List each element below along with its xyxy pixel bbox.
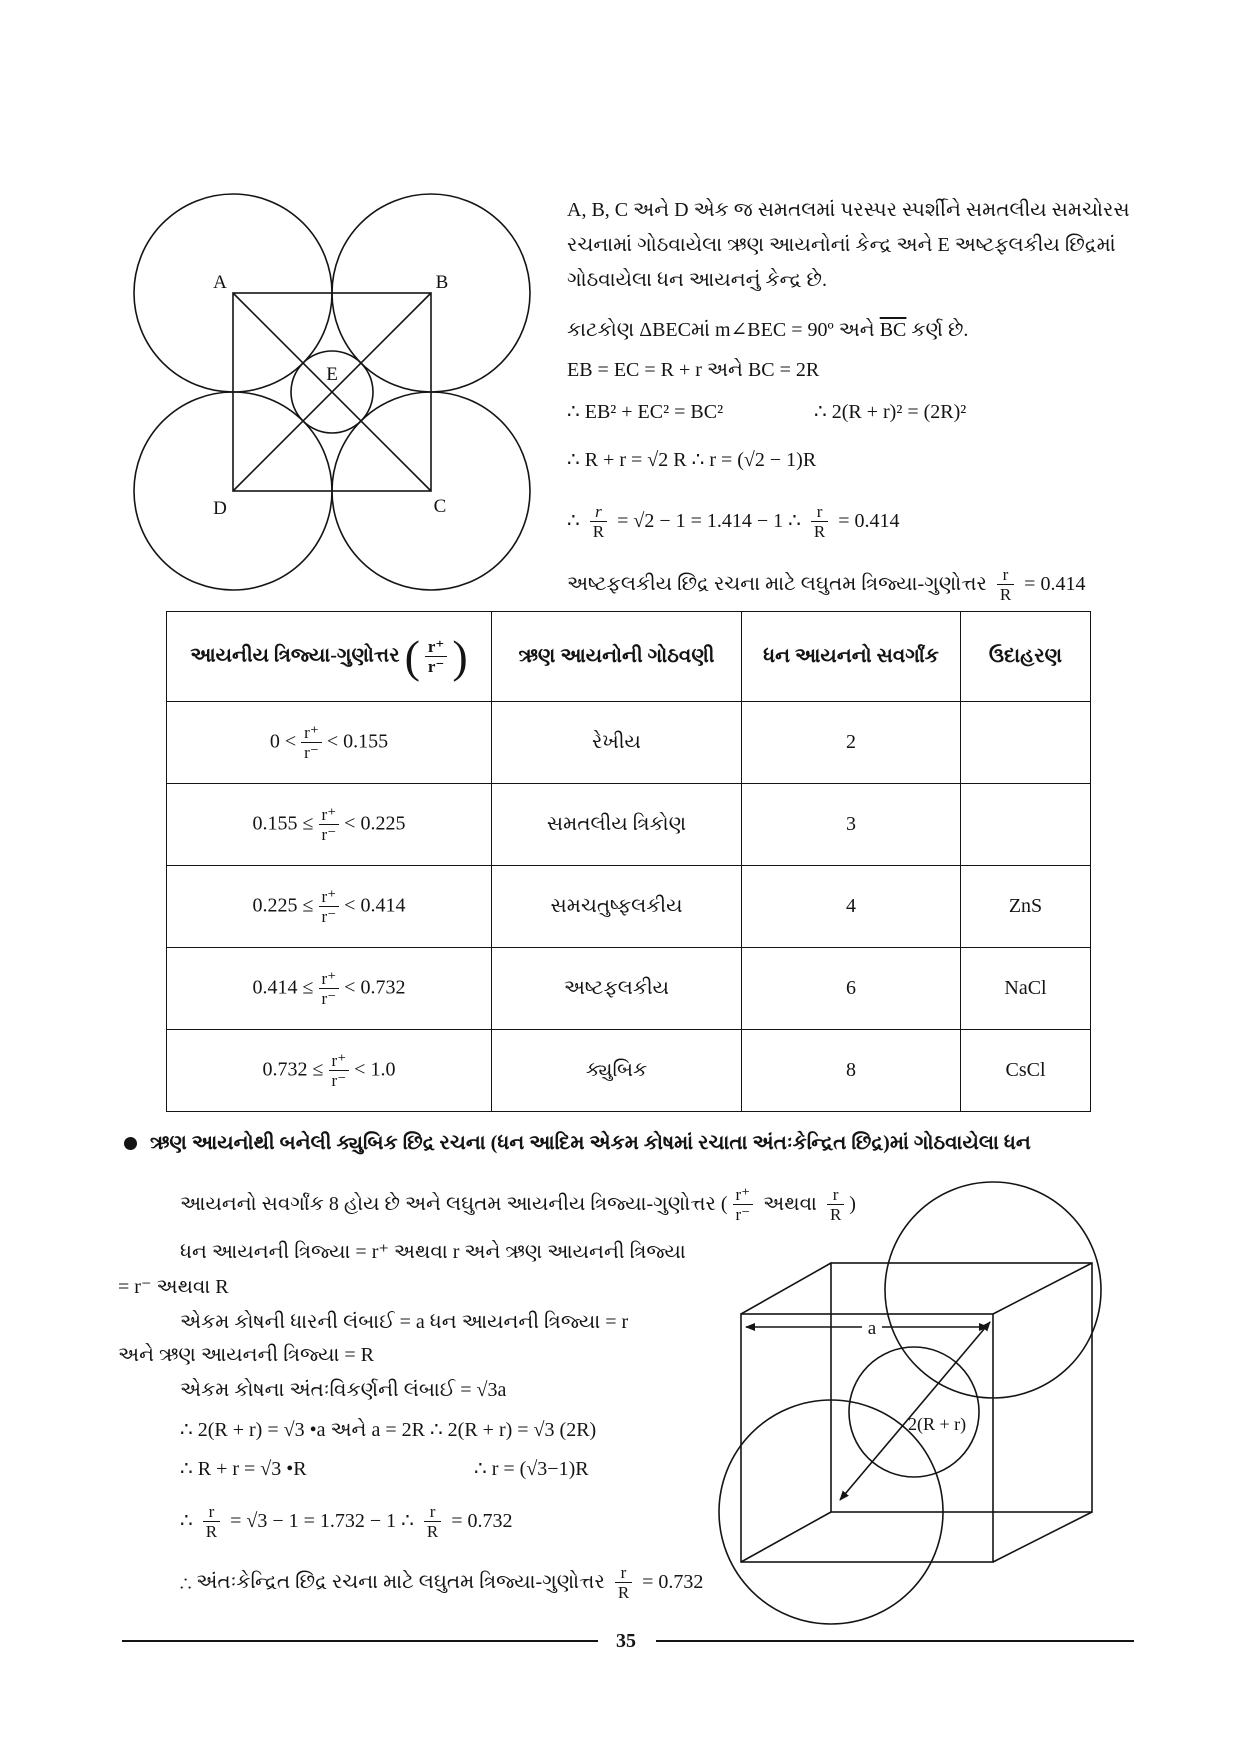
ratio-line [567, 501, 1137, 543]
triangle-line [567, 316, 1137, 346]
cube-back-face [831, 1263, 1092, 1512]
example-cell [961, 784, 1091, 866]
header-ratio-fraction [425, 638, 448, 676]
fraction-denominator: R [811, 521, 828, 541]
body-diagonal-arrow [840, 1322, 990, 1500]
edge-length-line: એકમ કોષની ધારની લંબાઈ = a ધન આયનની ત્રિજ્યા = r [180, 1311, 629, 1333]
ratio-fraction [319, 806, 340, 844]
label-b: B [435, 272, 449, 293]
footer-rule-left [122, 1640, 598, 1642]
example-cell: CsCl [961, 1030, 1091, 1112]
fraction-denominator: r⁻ [319, 906, 340, 926]
ratio-low: 0.225 ≤ [252, 894, 314, 917]
square-planar-diagram [120, 180, 550, 610]
ratio-cell [167, 1030, 492, 1112]
fraction-denominator: R [203, 1521, 220, 1541]
fraction-numerator: r⁺ [331, 1050, 347, 1070]
anion-radius-line: = r⁻ અથવા R [118, 1276, 229, 1298]
ratio-cell [167, 948, 492, 1030]
coordination-cell: 4 [742, 866, 961, 948]
footer-rule-right [656, 1640, 1134, 1642]
coordination-text: આયનનો સવર્ગાંક 8 હોય છે અને લઘુતમ આયનીય ત્રિજ્યા-ગુણોત્તર ( [180, 1193, 728, 1215]
sum-line: ∴ R + r = √2 R ∴ r = (√2 − 1)R [567, 449, 817, 471]
sides-line: EB = EC = R + r અને BC = 2R [567, 359, 820, 381]
body-diagonal-line: એકમ કોષના અંતઃવિકર્ણની લંબાઈ = √3a [180, 1379, 507, 1401]
conclusion-fraction [997, 566, 1014, 604]
intro-line-2: રચનામાં ગોઠવાયેલા ઋણ આયનોનાં કેન્દ્ર અને E અષ્ટફલકીય છિદ્રમાં [567, 234, 1116, 256]
fraction-numerator: r⁺ [735, 1185, 751, 1205]
fraction-numerator: r [429, 1502, 436, 1522]
fraction-numerator: r [620, 1563, 627, 1583]
hypotenuse-bc: $\overline{BC}$ [879, 319, 907, 341]
arrangement-cell: રેખીય [492, 702, 742, 784]
close-paren: ) [849, 1193, 856, 1215]
label-e: E [326, 364, 338, 385]
fraction-numerator: r⁺ [321, 886, 337, 906]
fraction-numerator: r⁺ [427, 636, 445, 656]
fraction-denominator: r⁻ [319, 824, 340, 844]
cubic-ratio-line [180, 1501, 720, 1543]
triangle-line-text: કાટકોણ ΔBECમાં m∠BEC = 90º અને [567, 319, 875, 341]
fraction-denominator: R [997, 584, 1014, 604]
ratio-value: = 0.414 [838, 510, 900, 532]
fraction-numerator: r⁺ [321, 804, 337, 824]
cube-front-face [741, 1314, 993, 1562]
arrangement-cell: ક્યુબિક [492, 1030, 742, 1112]
example-cell: NaCl [961, 948, 1091, 1030]
arrangement-cell: અષ્ટફલકીય [492, 948, 742, 1030]
coordination-cell: 8 [742, 1030, 961, 1112]
arrangement-cell: સમતલીય ત્રિકોણ [492, 784, 742, 866]
anion-radius-r-line: અને ઋણ આયનની ત્રિજ્યા = R [118, 1344, 374, 1366]
cation-radius-line: ધન આયનની ત્રિજ્યા = r⁺ અથવા r અને ઋણ આયનની ત્રિજ્યા [180, 1241, 686, 1263]
cubic-conclusion-fraction [615, 1564, 632, 1602]
ratio-high: < 0.225 [344, 812, 406, 835]
label-c: C [433, 496, 447, 517]
ratio-high: < 0.155 [326, 730, 389, 753]
ratio-low: 0.414 ≤ [252, 976, 314, 999]
conclusion-value: = 0.414 [1024, 573, 1086, 595]
cube-edge [741, 1263, 831, 1314]
fraction-numerator: r [208, 1502, 215, 1522]
fraction-denominator: r⁻ [319, 988, 340, 1008]
fraction-numerator: r [816, 502, 823, 522]
cubic-void-heading: ઋણ આયનોથી બનેલી ક્યુબિક છિદ્ર રચના (ધન આદિમ એકમ કોષમાં રચાતા અંતઃકેન્દ્રિત છિદ્ર)માં ગોઠવાયેલા ધન [150, 1132, 1031, 1154]
coordination-cell: 3 [742, 784, 961, 866]
table-row [167, 784, 1091, 866]
cubic-ratio-fraction-1 [203, 1503, 220, 1541]
ratio-high: < 0.732 [344, 976, 406, 999]
fraction-numerator: r [832, 1185, 839, 1205]
table-header-row [167, 612, 1091, 702]
example-cell: ZnS [961, 866, 1091, 948]
coordination-cell: 2 [742, 702, 961, 784]
header-example: ઉદાહરણ [961, 612, 1091, 702]
header-radius-ratio-label: આયનીય ત્રિજ્યા-ગુણોત્તર [190, 644, 400, 667]
table-row [167, 1030, 1091, 1112]
octahedral-conclusion [567, 564, 1137, 606]
cube-edge [741, 1512, 831, 1562]
fraction-denominator: R [424, 1521, 441, 1541]
pythagoras-right: ∴ 2(R + r)² = (2R)² [814, 401, 967, 423]
label-d: D [213, 498, 227, 519]
cube-edge [993, 1263, 1092, 1314]
ratio-fraction-1 [590, 503, 607, 541]
radius-ratio-table [166, 611, 1091, 1112]
cubic-conclusion-text: ∴ અંતઃકેન્દ્રિત છિદ્ર રચના માટે લઘુતમ ત્રિજ્યા-ગુણોત્તર [180, 1571, 605, 1593]
fraction-denominator: R [615, 1582, 632, 1602]
ratio-fraction [319, 888, 340, 926]
ratio-fraction [301, 724, 322, 762]
bullet-point [124, 1137, 137, 1150]
body-centered-cube-diagram [700, 1160, 1120, 1630]
intro-line-3: ગોઠવાયેલા ધન આયનનું કેન્દ્ર છે. [567, 269, 827, 291]
ratio-low: 0.732 ≤ [262, 1058, 324, 1081]
fraction-denominator: r⁻ [425, 656, 448, 676]
ratio-fraction-2 [811, 503, 828, 541]
ratio-low: 0.155 ≤ [252, 812, 314, 835]
cubic-ratio-value: = 0.732 [451, 1510, 513, 1532]
cubic-sum-left: ∴ R + r = √3 •R [180, 1458, 307, 1480]
fraction-numerator: r [1002, 565, 1009, 585]
fraction-denominator: r⁻ [301, 742, 322, 762]
table-row [167, 702, 1091, 784]
ratio-expression: = √2 − 1 = 1.414 − 1 ∴ [617, 510, 801, 532]
fraction-denominator: r⁻ [733, 1204, 754, 1224]
cubic-ratio-fraction-2 [424, 1503, 441, 1541]
example-cell [961, 702, 1091, 784]
close-paren: ) [452, 630, 468, 682]
therefore-symbol: ∴ [567, 510, 580, 532]
header-coordination: ધન આયનનો સવર્ગાંક [742, 612, 961, 702]
header-radius-ratio [167, 612, 492, 702]
header-arrangement: ઋણ આયનોની ગોઠવણી [492, 612, 742, 702]
relation-line: ∴ 2(R + r) = √3 •a અને a = 2R ∴ 2(R + r) = √3 (2R) [180, 1419, 597, 1441]
ratio-cell [167, 784, 492, 866]
label-a: A [213, 272, 227, 293]
cube-edge [993, 1512, 1092, 1562]
or-word: અથવા [763, 1193, 817, 1215]
ratio-low: 0 < [269, 730, 297, 753]
fraction-denominator: r⁻ [329, 1070, 350, 1090]
table-row [167, 948, 1091, 1030]
ratio-cell [167, 866, 492, 948]
fraction-numerator: r [595, 502, 602, 522]
table-row [167, 866, 1091, 948]
diagonal-label: 2(R + r) [908, 1414, 967, 1434]
triangle-line-end: કર્ણ છે. [911, 319, 969, 341]
pythagoras-left: ∴ EB² + EC² = BC² [567, 401, 724, 423]
therefore-symbol: ∴ [180, 1510, 193, 1532]
fraction-denominator: R [827, 1204, 844, 1224]
edge-label: a [867, 1318, 877, 1339]
ratio-fraction [329, 1052, 350, 1090]
fraction-numerator: r⁺ [321, 968, 337, 988]
coordination-cell: 6 [742, 948, 961, 1030]
cubic-conclusion [180, 1562, 750, 1604]
page-number: 35 [616, 1630, 636, 1652]
cubic-conclusion-value: = 0.732 [642, 1571, 704, 1593]
conclusion-text: અષ્ટફલકીય છિદ્ર રચના માટે લઘુતમ ત્રિજ્યા-ગુણોત્તર [567, 573, 987, 595]
cubic-sum-right: ∴ r = (√3−1)R [474, 1458, 589, 1480]
arrangement-cell: સમચતુષ્ફલકીય [492, 866, 742, 948]
fraction-numerator: r⁺ [304, 722, 319, 742]
ratio-high: < 1.0 [354, 1058, 396, 1081]
ratio-high: < 0.414 [344, 894, 406, 917]
ratio-cell [167, 702, 492, 784]
cubic-ratio-expression: = √3 − 1 = 1.732 − 1 ∴ [230, 1510, 414, 1532]
open-paren: ( [404, 630, 420, 682]
intro-line-1: A, B, C અને D એક જ સમતલમાં પરસ્પર સ્પર્શીને સમતલીય સમચોરસ [567, 199, 1130, 221]
ratio-fraction [319, 970, 340, 1008]
fraction-denominator: R [590, 521, 607, 541]
